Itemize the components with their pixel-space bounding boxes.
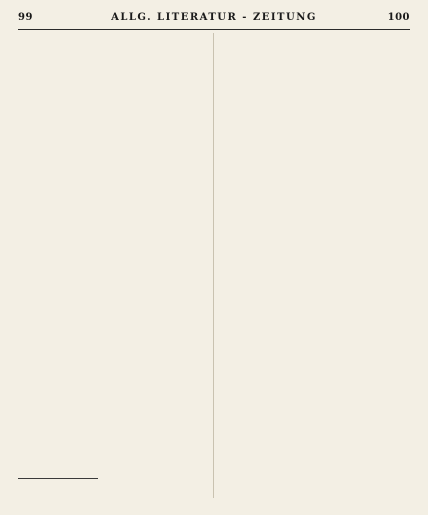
- journal-title: ALLG. LITERATUR - ZEITUNG: [111, 12, 317, 23]
- page-number-right: 100: [387, 12, 410, 23]
- running-head: [18, 12, 410, 26]
- text-column-left: [18, 33, 208, 473]
- header-rule: [18, 29, 410, 30]
- column-gutter: [213, 33, 214, 498]
- footnote: [18, 482, 208, 504]
- footnote-rule: [18, 478, 98, 479]
- page-number-left: 99: [18, 12, 33, 23]
- text-column-right: [220, 33, 410, 498]
